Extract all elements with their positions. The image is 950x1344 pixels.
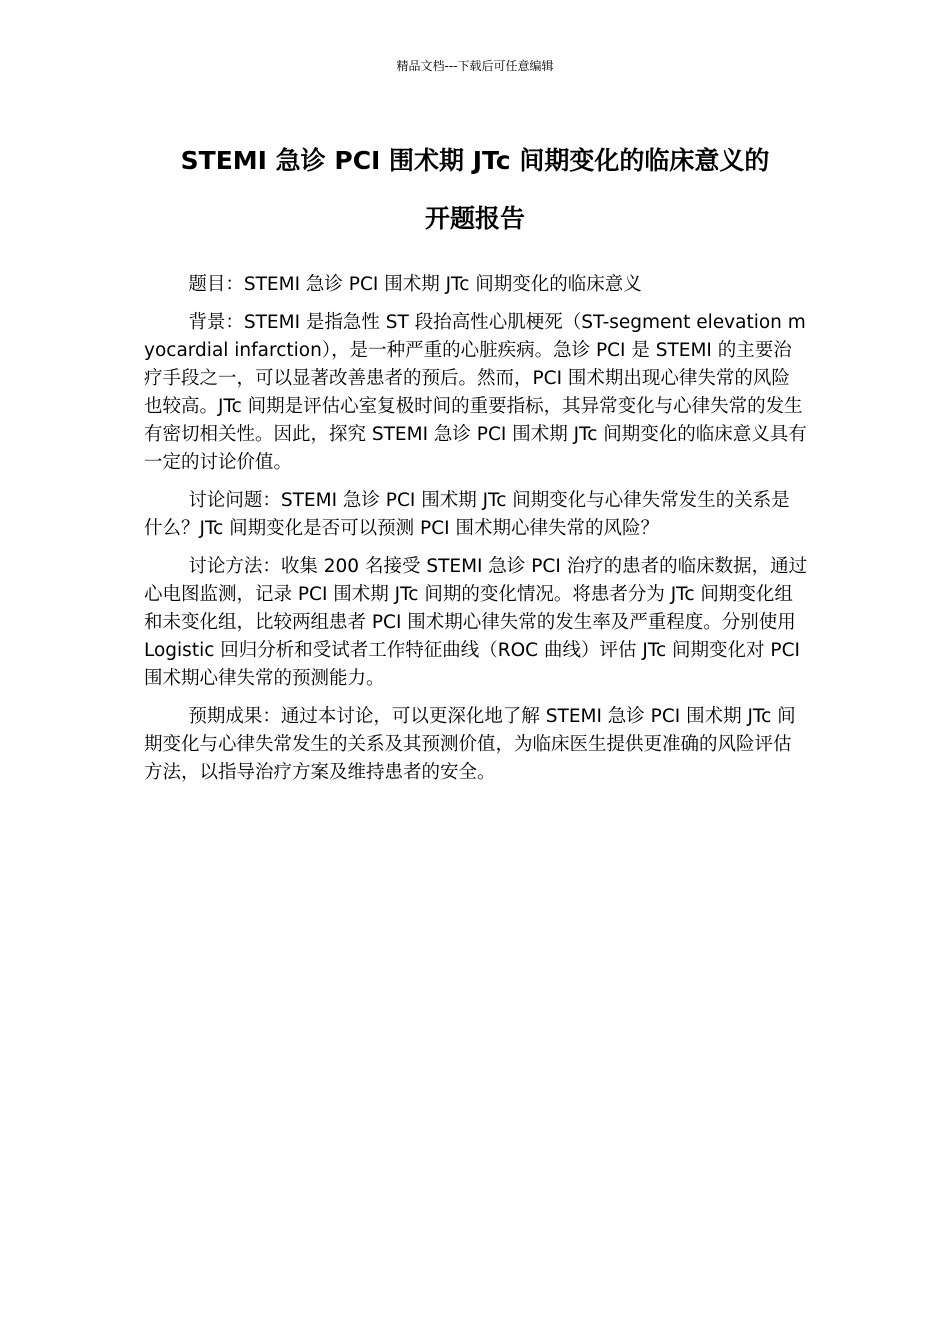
paragraph-research-method: 讨论方法：收集 200 名接受 STEMI 急诊 PCI 治疗的患者的临床数据，通过心电图监测，记录 PCI 围术期 JTc 间期的变化情况。将患者分为 JTc 间期变化组和未变化组，比较两组患者 PCI 围术期心律失常的发生率及严重程度。分别使用 Logistic 回归分析和受试者工作特征曲线（ROC 曲线）评估 JTc 间期变化对 PCI 围术期心律失常的预测能力。 (144, 556, 808, 689)
paragraph-background: 背景：STEMI 是指急性 ST 段抬高性心肌梗死（ST-segment elevation myocardial infarction），是一种严重的心脏疾病。急诊 PCI 是 STEMI 的主要治疗手段之一，可以显著改善患者的预后。然而，PCI 围术期出现心律失常的风险也较高。JTc 间期是评估心室复极时间的重要指标，其异常变化与心律失常的发生有密切相关性。因此，探究 STEMI 急诊 PCI 围术期 JTc 间期变化的临床意义具有一定的讨论价值。 (144, 312, 807, 473)
document-title-line-1: STEMI 急诊 PCI 围术期 JTc 间期变化的临床意义的 (180, 146, 770, 175)
document-title (100, 132, 850, 248)
paragraph-topic: 题目：STEMI 急诊 PCI 围术期 JTc 间期变化的临床意义 (188, 274, 642, 295)
paragraph-research-question: 讨论问题：STEMI 急诊 PCI 围术期 JTc 间期变化与心律失常发生的关系是什么？JTc 间期变化是否可以预测 PCI 围术期心律失常的风险？ (144, 490, 790, 539)
paragraph-expected-results: 预期成果：通过本讨论，可以更深化地了解 STEMI 急诊 PCI 围术期 JTc 间期变化与心律失常发生的关系及其预测价值，为临床医生提供更准确的风险评估方法，以指导治疗方案及维持患者的安全。 (144, 706, 796, 783)
document-body (144, 271, 808, 797)
document-title-line-2: 开题报告 (424, 204, 525, 233)
page-header: 精品文档---下载后可任意编辑 (396, 59, 554, 73)
